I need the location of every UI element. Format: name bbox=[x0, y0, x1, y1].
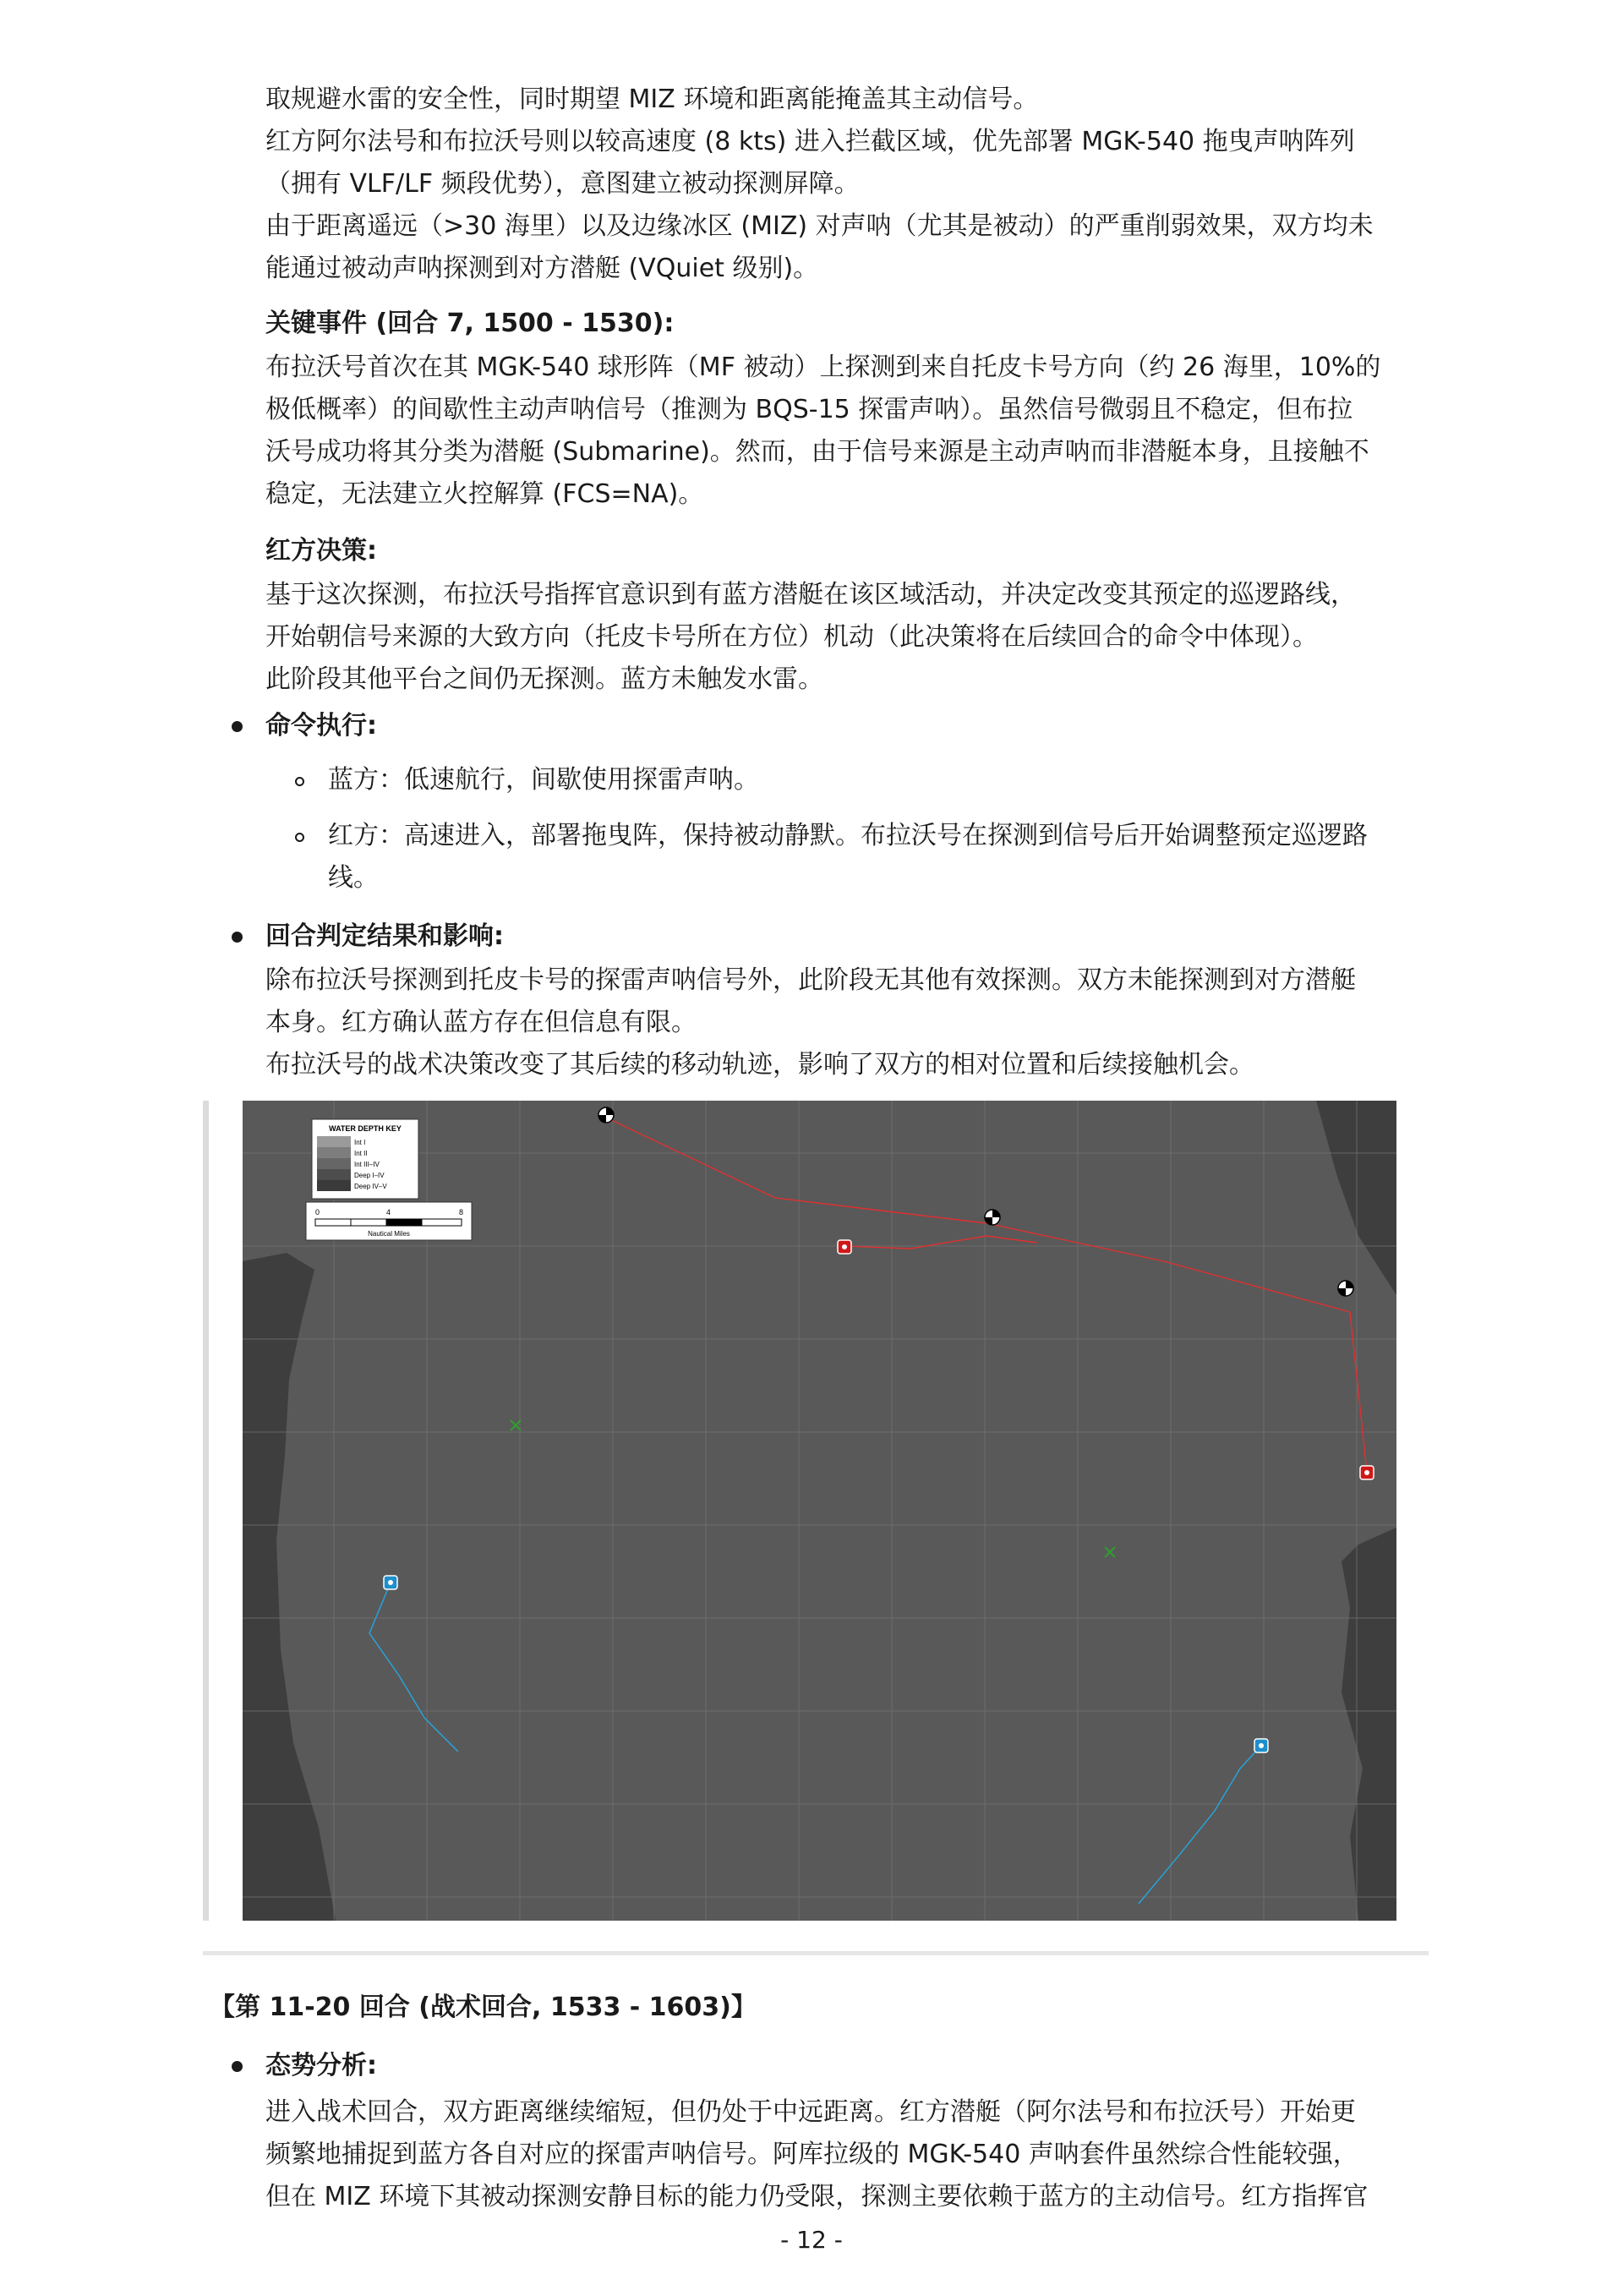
scale-tick: 0 bbox=[315, 1208, 320, 1216]
submarine-red-alpha bbox=[838, 1240, 851, 1254]
waypoint-marker bbox=[598, 1107, 614, 1123]
paragraph-line: 布拉沃号的战术决策改变了其后续的移动轨迹，影响了双方的相对位置和后续接触机会。 bbox=[265, 1050, 1254, 1080]
tactical-map bbox=[243, 1101, 1396, 1921]
scale-unit: Nautical Miles bbox=[368, 1230, 410, 1238]
paragraph-line: （拥有 VLF/LF 频段优势），意图建立被动探测屏障。 bbox=[265, 169, 860, 199]
legend-item: Int III–IV bbox=[354, 1161, 380, 1168]
submarine-blue-east bbox=[1254, 1739, 1268, 1752]
command-heading: 命令执行: bbox=[265, 711, 377, 741]
paragraph-line: 由于距离遥远（>30 海里）以及边缘冰区 (MIZ) 对声呐（尤其是被动）的严重削弱效果，双方均未 bbox=[265, 211, 1374, 241]
section-heading: 【第 11-20 回合 (战术回合, 1533 - 1603)】 bbox=[210, 1993, 757, 2022]
paragraph-line: 除布拉沃号探测到托皮卡号的探雷声呐信号外，此阶段无其他有效探测。双方未能探测到对方潜艇 bbox=[265, 965, 1356, 995]
command-red-cont: 线。 bbox=[328, 863, 379, 893]
key-event-heading: 关键事件 (回合 7, 1500 - 1530): bbox=[265, 309, 675, 338]
paragraph-line: 红方阿尔法号和布拉沃号则以较高速度 (8 kts) 进入拦截区域，优先部署 MGK-540 拖曳声呐阵列 bbox=[265, 127, 1355, 156]
sub-bullet-circle bbox=[295, 833, 304, 842]
sub-bullet-circle bbox=[295, 777, 304, 786]
paragraph-line: 基于这次探测，布拉沃号指挥官意识到有蓝方潜艇在该区域活动，并决定改变其预定的巡逻路线， bbox=[265, 580, 1356, 610]
legend-item: Deep IV–V bbox=[354, 1183, 387, 1190]
scale-bar bbox=[306, 1202, 472, 1240]
scale-tick: 8 bbox=[459, 1208, 464, 1216]
section-divider bbox=[203, 1951, 1429, 1955]
paragraph-line: 频繁地捕捉到蓝方各自对应的探雷声呐信号。阿库拉级的 MGK-540 声呐套件虽然综合性能较强， bbox=[265, 2140, 1358, 2169]
scale-tick: 4 bbox=[386, 1208, 391, 1216]
bullet-dot bbox=[232, 721, 243, 732]
legend-item: Int II bbox=[354, 1150, 368, 1157]
legend-title: WATER DEPTH KEY bbox=[329, 1124, 402, 1133]
waypoint-marker bbox=[985, 1210, 1000, 1225]
paragraph-line: 开始朝信号来源的大致方向（托皮卡号所在方位）机动（此决策将在后续回合的命令中体现）。 bbox=[265, 622, 1318, 652]
paragraph-line: 极低概率）的间歇性主动声呐信号（推测为 BQS-15 探雷声呐）。虽然信号微弱且不稳定，但布拉 bbox=[265, 395, 1353, 424]
paragraph-line: 进入战术回合，双方距离继续缩短，但仍处于中远距离。红方潜艇（阿尔法号和布拉沃号）开始更 bbox=[265, 2097, 1356, 2127]
command-red: 红方：高速进入，部署拖曳阵，保持被动静默。布拉沃号在探测到信号后开始调整预定巡逻路 bbox=[328, 821, 1368, 850]
waypoint-marker bbox=[1338, 1281, 1353, 1296]
paragraph-line: 本身。红方确认蓝方存在但信息有限。 bbox=[265, 1008, 697, 1037]
bullet-dot bbox=[232, 932, 243, 943]
command-blue: 蓝方：低速航行，间歇使用探雷声呐。 bbox=[328, 765, 759, 795]
paragraph-line: 此阶段其他平台之间仍无探测。蓝方未触发水雷。 bbox=[265, 664, 823, 694]
paragraph-line: 布拉沃号首次在其 MGK-540 球形阵（MF 被动）上探测到来自托皮卡号方向（约 26 海里，10%的 bbox=[265, 353, 1381, 382]
bullet-dot bbox=[232, 2061, 243, 2072]
tactical-map-svg bbox=[243, 1101, 1396, 1921]
paragraph-line: 取规避水雷的安全性，同时期望 MIZ 环境和距离能掩盖其主动信号。 bbox=[265, 85, 1039, 114]
result-heading: 回合判定结果和影响: bbox=[265, 921, 504, 951]
red-decision-heading: 红方决策: bbox=[265, 536, 377, 566]
legend-panel bbox=[312, 1119, 418, 1199]
submarine-red-bravo bbox=[1360, 1466, 1374, 1479]
figure-side-rule bbox=[203, 1101, 209, 1921]
submarine-blue-west bbox=[384, 1576, 397, 1589]
page-number: - 12 - bbox=[780, 2226, 843, 2254]
legend-item: Int I bbox=[354, 1139, 366, 1146]
paragraph-line: 但在 MIZ 环境下其被动探测安静目标的能力仍受限，探测主要依赖于蓝方的主动信号。红方指挥官 bbox=[265, 2182, 1369, 2211]
paragraph-line: 沃号成功将其分类为潜艇 (Submarine)。然而，由于信号来源是主动声呐而非潜艇本身，且接触不 bbox=[265, 437, 1369, 467]
legend-item: Deep I–IV bbox=[354, 1172, 385, 1179]
situation-heading: 态势分析: bbox=[265, 2051, 377, 2080]
paragraph-line: 稳定，无法建立火控解算 (FCS=NA)。 bbox=[265, 479, 704, 509]
paragraph-line: 能通过被动声呐探测到对方潜艇 (VQuiet 级别)。 bbox=[265, 254, 819, 283]
